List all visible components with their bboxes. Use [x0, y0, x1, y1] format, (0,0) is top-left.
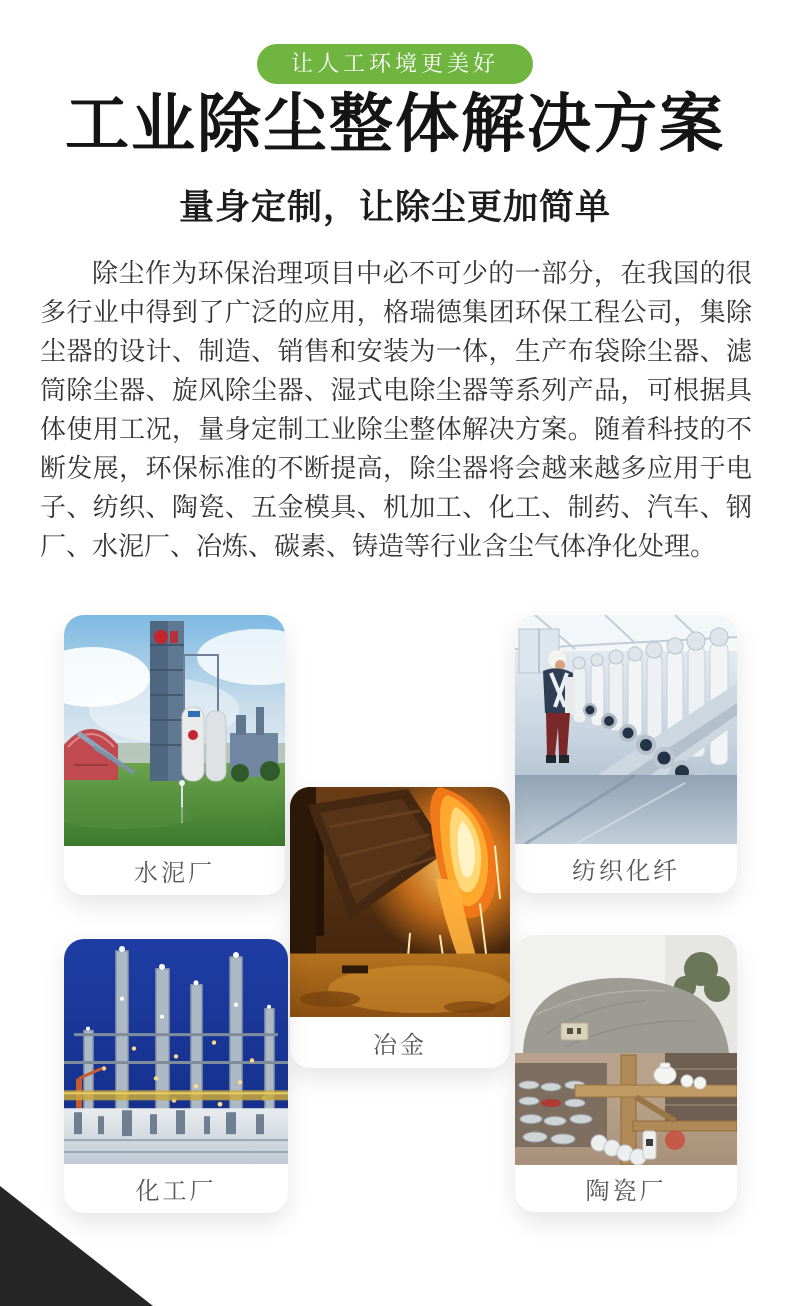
chemical-plant-illustration [64, 939, 288, 1164]
industry-card-textile [515, 615, 737, 893]
slogan-badge: 让人工环境更美好 [257, 44, 533, 84]
card-label: 纺织化纤 [515, 844, 737, 893]
card-label: 化工厂 [64, 1164, 288, 1213]
industry-card-ceramics [515, 935, 737, 1212]
industry-card-cement [64, 615, 285, 895]
card-label: 水泥厂 [64, 846, 285, 895]
ceramics-factory-illustration [515, 935, 737, 1165]
card-label: 冶金 [290, 1017, 510, 1068]
textile-factory-illustration [515, 615, 737, 844]
cement-plant-illustration [64, 615, 285, 846]
chemical-plant-photo [64, 939, 288, 1164]
industry-card-metallurgy [290, 787, 510, 1068]
card-label: 陶瓷厂 [515, 1165, 737, 1212]
page-subtitle: 量身定制，让除尘更加简单 [178, 188, 611, 227]
industry-card-chemical [64, 939, 288, 1213]
textile-fiber-photo [515, 615, 737, 844]
ceramics-factory-photo [515, 935, 737, 1165]
cement-plant-photo [64, 615, 285, 846]
page-title: 工业除尘整体解决方案 [65, 88, 725, 160]
metallurgy-illustration [290, 787, 510, 1017]
intro-paragraph: 除尘作为环保治理项目中必不可少的一部分，在我国的很多行业中得到了广泛的应用，格瑞德集团环保工程公司，集除尘器的设计、制造、销售和安装为一体，生产布袋除尘器、滤筒除尘器、旋风除尘器、湿式电除尘器等系列产品，可根据具体使用工况，量身定制工业除尘整体解决方案。随着科技的不断发展，环保标准的不断提高，除尘器将会越来越多应用于电子、纺织、陶瓷、五金模具、机加工、化工、制药、汽车、钢厂、水泥厂、冶炼、碳素、铸造等行业含尘气体净化处理。 [40, 258, 752, 561]
metallurgy-photo [290, 787, 510, 1017]
